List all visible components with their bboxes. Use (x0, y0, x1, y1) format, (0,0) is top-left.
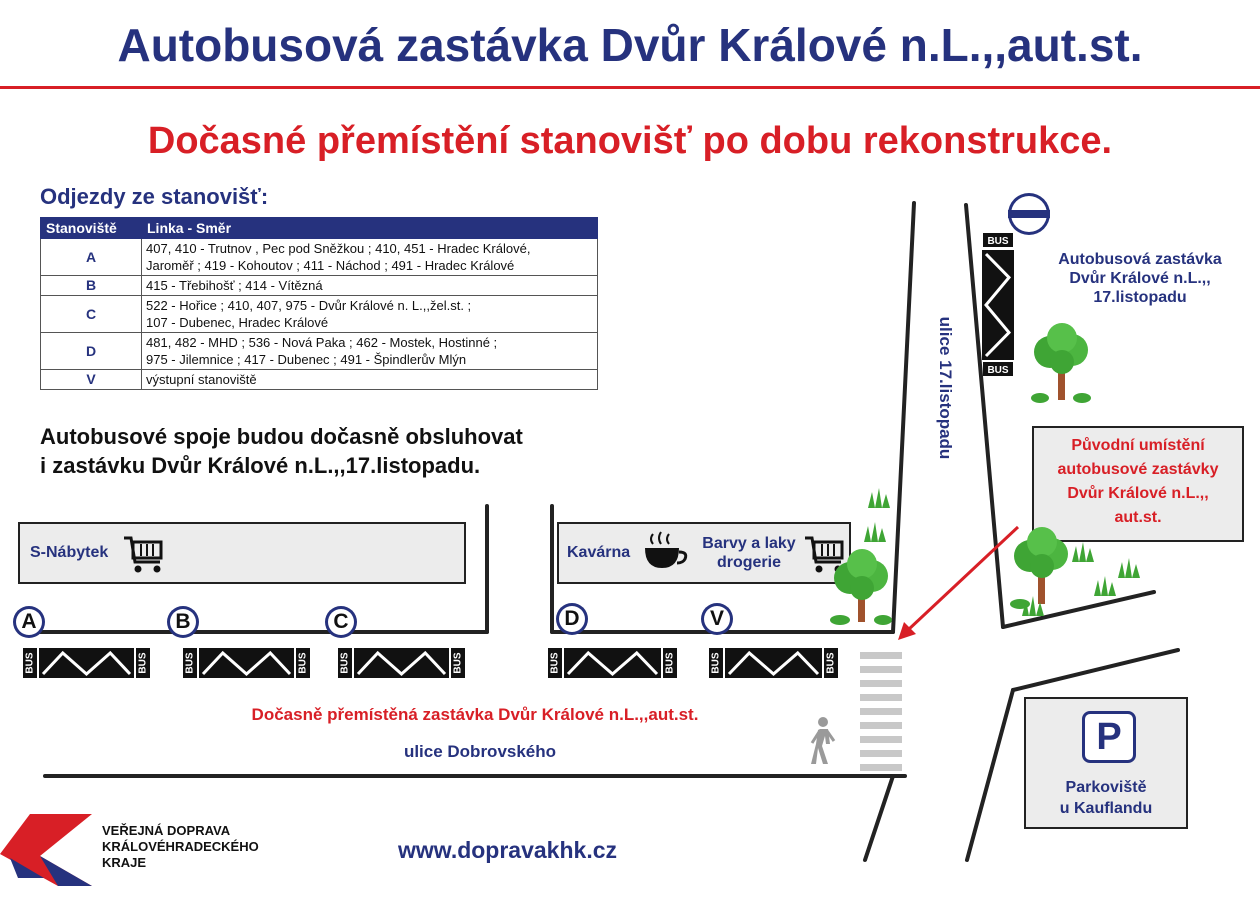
svg-text:BUS: BUS (24, 652, 36, 674)
stop-17-listopadu-label (1030, 250, 1250, 307)
logo-text-line: VEŘEJNÁ DOPRAVA (102, 823, 231, 838)
stop-label-line: 17.listopadu (1093, 289, 1187, 306)
shop-kavarna (557, 522, 851, 584)
parking-label-line: u Kauflandu (1059, 800, 1153, 817)
svg-text:BUS: BUS (710, 652, 722, 674)
grass-icon (1020, 594, 1046, 618)
stand-code: A (41, 239, 142, 276)
page-title: Autobusová zastávka Dvůr Králové n.L.,,aut.st. (117, 19, 1143, 71)
svg-text:BUS: BUS (339, 652, 351, 674)
service-note-line: Autobusové spoje budou dočasně obsluhovat (40, 424, 523, 449)
svg-text:BUS: BUS (664, 652, 676, 674)
bus-tag (23, 648, 37, 678)
street-label-17-listopadu: ulice 17.listopadu (936, 316, 955, 460)
shop-name: S-Nábytek (30, 544, 109, 561)
bus-tag (338, 648, 352, 678)
svg-text:BUS: BUS (184, 652, 196, 674)
bus-bay-marking (199, 648, 294, 678)
shopping-cart-icon (122, 534, 166, 574)
line-text: 975 - Jilemnice ; 417 - Dubenec ; 491 - Špindlerův Mlýn (146, 352, 467, 367)
svg-text:BUS: BUS (825, 652, 837, 674)
original-location-text (1034, 428, 1242, 530)
coffee-cup-icon (643, 530, 689, 574)
grass-icon (862, 520, 888, 544)
tree-icon (1030, 322, 1096, 404)
bus-tag (663, 648, 677, 678)
grass-icon (1070, 540, 1096, 564)
stand-code: V (41, 370, 142, 390)
bus-tag (983, 233, 1013, 247)
line-text: Jaroměř ; 419 - Kohoutov ; 411 - Náchod ; 491 - Hradec Králové (146, 258, 515, 273)
bus-tag (824, 648, 838, 678)
parking-label (1026, 777, 1186, 819)
website-link[interactable]: www.dopravakhk.cz (398, 837, 617, 863)
stop-marker-v (701, 603, 733, 635)
svg-text:BUS: BUS (452, 652, 464, 674)
parking-label-line: Parkoviště (1065, 779, 1147, 796)
column-header-line: Linka - Směr (142, 218, 598, 239)
tree-icon (828, 548, 898, 626)
shop-s-nabytek (18, 522, 466, 584)
bus-bay-marking (39, 648, 134, 678)
relocation-notice: Dočasné přemístění stanovišť po dobu rekonstrukce. (147, 120, 1113, 162)
stop-letter: A (16, 609, 42, 635)
stand-code: B (41, 276, 142, 296)
grass-icon (1092, 574, 1118, 598)
stop-label-line: Autobusová zastávka (1058, 251, 1222, 268)
original-location-line: autobusové zastávky (1057, 461, 1219, 478)
logo-text-line: KRAJE (102, 855, 147, 870)
line-text: 415 - Třebihošť ; 414 - Vítězná (146, 278, 323, 293)
svg-text:BUS: BUS (987, 365, 1009, 376)
line-text: 481, 482 - MHD ; 536 - Nová Paka ; 462 - Mostek, Hostinné ; (146, 335, 498, 350)
cafe-name: Kavárna (567, 544, 631, 561)
shop-name: Barvy a laky (702, 535, 796, 552)
stop-marker-b (167, 606, 199, 638)
grass-icon (1116, 556, 1142, 580)
bus-tag (709, 648, 723, 678)
svg-text:BUS: BUS (549, 652, 561, 674)
logo-text-line: KRÁLOVÉHRADECKÉHO (102, 839, 259, 854)
stop-letter: D (559, 606, 585, 632)
parking-icon: P (1082, 711, 1136, 763)
bus-bay-marking (982, 250, 1014, 360)
temp-stop-label: Dočasně přemístěná zastávka Dvůr Králové n.L.,,aut.st. (251, 705, 699, 724)
bus-bay-marking (725, 648, 822, 678)
column-header-stand: Stanoviště (41, 218, 142, 239)
pedestrian-icon (808, 716, 838, 768)
stop-letter: V (704, 606, 730, 632)
stop-marker-d (556, 603, 588, 635)
bus-bay-marking (354, 648, 449, 678)
street-label-dobrovskeho: ulice Dobrovského (403, 742, 557, 761)
line-text: výstupní stanoviště (146, 372, 257, 387)
stop-label-line: Dvůr Králové n.L.,, (1069, 270, 1211, 287)
bus-stop-sign-icon (1008, 193, 1050, 235)
stop-letter: B (170, 609, 196, 635)
logo-text (102, 823, 259, 871)
original-location-line: Původní umístění (1071, 437, 1205, 454)
original-location-line: aut.st. (1114, 509, 1162, 526)
stop-letter: C (328, 609, 354, 635)
bus-tag (296, 648, 310, 678)
parking-kaufland-box (1024, 697, 1188, 829)
svg-text:BUS: BUS (987, 236, 1009, 247)
svg-text:BUS: BUS (137, 652, 149, 674)
bus-tag (136, 648, 150, 678)
stand-code: D (41, 333, 142, 370)
grass-icon (866, 486, 892, 510)
original-location-line: Dvůr Králové n.L.,, (1067, 485, 1209, 502)
logo-icon (0, 806, 96, 890)
stand-code: C (41, 296, 142, 333)
service-note-line: i zastávku Dvůr Králové n.L.,,17.listopadu. (40, 453, 481, 478)
stop-marker-c (325, 606, 357, 638)
line-text: 407, 410 - Trutnov , Pec pod Sněžkou ; 410, 451 - Hradec Králové, (146, 241, 531, 256)
shop-drogerie (693, 534, 805, 572)
bus-tag (451, 648, 465, 678)
bus-tag (983, 362, 1013, 376)
stop-marker-a (13, 606, 45, 638)
line-text: 522 - Hořice ; 410, 407, 975 - Dvůr Králové n. L.,,žel.st. ; (146, 298, 472, 313)
svg-text:BUS: BUS (297, 652, 309, 674)
bus-tag (548, 648, 562, 678)
departures-heading: Odjezdy ze stanovišť: (40, 184, 269, 209)
bus-tag (183, 648, 197, 678)
bus-bay-marking (564, 648, 661, 678)
line-text: 107 - Dubenec, Hradec Králové (146, 315, 329, 330)
shop-name: drogerie (716, 554, 781, 571)
